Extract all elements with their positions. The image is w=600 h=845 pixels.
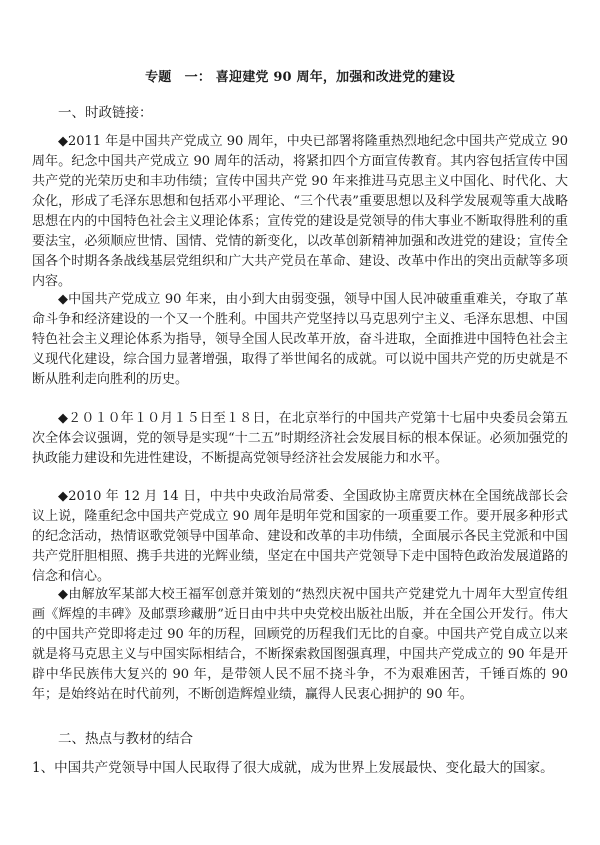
paragraph-2: ◆中国共产党成立 90 年来，由小到大由弱变强，领导中国人民冲破重重难关，夺取了革命斗争和经济建设的一个又一个胜利。中国共产党坚持以马克思列宁主义、毛泽东思想、中国特色社会主义理论体系为指导，领导全国人民改革开放，奋斗进取，全面推进中国特色社会主义现代化建设，综合国力显著增强，取得了举世闻名的成就。可以说中国共产党的历史就是不断从胜利走向胜利的历史。 — [32, 292, 568, 387]
paragraph-4: ◆2010 年 12 月 14 日，中共中央政治局常委、全国政协主席贾庆林在全国统战部长会议上说，隆重纪念中国共产党成立 90 周年是明年党和国家的一项重要工作。要开展多种形式的纪念活动，热情讴歌党领导中国革命、建设和改革的丰功伟绩，全面展示各民主党派和中国共产党肝胆相照、携手共进的光辉业绩，坚定在中国共产党领导下走中国特色政治发展道路的信念和信心。 — [32, 489, 568, 584]
document-title: 专题 一： 喜迎建党 90 周年，加强和改进党的建设 — [145, 70, 455, 85]
list-item-1: 1、中国共产党领导中国人民取得了很大成就，成为世界上发展最快、变化最大的国家。 — [32, 760, 554, 776]
section-heading-current-affairs: 一、时政链接： — [58, 105, 153, 121]
section-heading-hotspots: 二、热点与教材的结合 — [58, 731, 193, 747]
paragraph-5: ◆由解放军某部大校王福军创意并策划的“热烈庆祝中国共产党建党九十周年大型宣传组画《辉煌的丰碑》及邮票珍藏册”近日由中共中央党校出版社出版，并在全国公开发行。伟大的中国共产党即将走过 90 年的历程，回顾党的历程我们无比的自豪。中国共产党自成立以来就是将马克思主义与中国实际相结合，不断探索救国图强真理，中国共产党成立的 90 年是开辟中华民族伟大复兴的 90 年，是带领人民不屈不挠斗争，不为艰难困苦，千锤百炼的 90 年；是始终站在时代前列，不断创造辉煌业绩，赢得人民衷心拥护的 90 年。 — [32, 587, 568, 702]
paragraph-1: ◆2011 年是中国共产党成立 90 周年，中央已部署将隆重热烈地纪念中国共产党成立 90 周年。纪念中国共产党成立 90 周年的活动，将紧扣四个方面宣传教育。其内容包括宣传中国共产党的光荣历史和丰功伟绩；宣传中国共产党 90 年来推进马克思主义中国化、时代化、大众化，形成了毛泽东思想和包括邓小平理论、“三个代表”重要思想以及科学发展观等重大战略思想在内的中国特色社会主义理论体系；宣传党的建设是党领导的伟大事业不断取得胜利的重要法宝，必须顺应世情、国情、党情的新变化，以改革创新精神加强和改进党的建设；宣传全国各个时期各条战线基层党组织和广大共产党员在革命、建设、改革中作出的突出贡献等多项内容。 — [32, 134, 568, 289]
paragraph-3: ◆２０１０年１０月１５日至１８日，在北京举行的中国共产党第十七届中央委员会第五次全体会议强调，党的领导是实现“十二五”时期经济社会发展目标的根本保证。必须加强党的执政能力建设和先进性建设，不断提高党领导经济社会发展能力和水平。 — [32, 411, 568, 466]
